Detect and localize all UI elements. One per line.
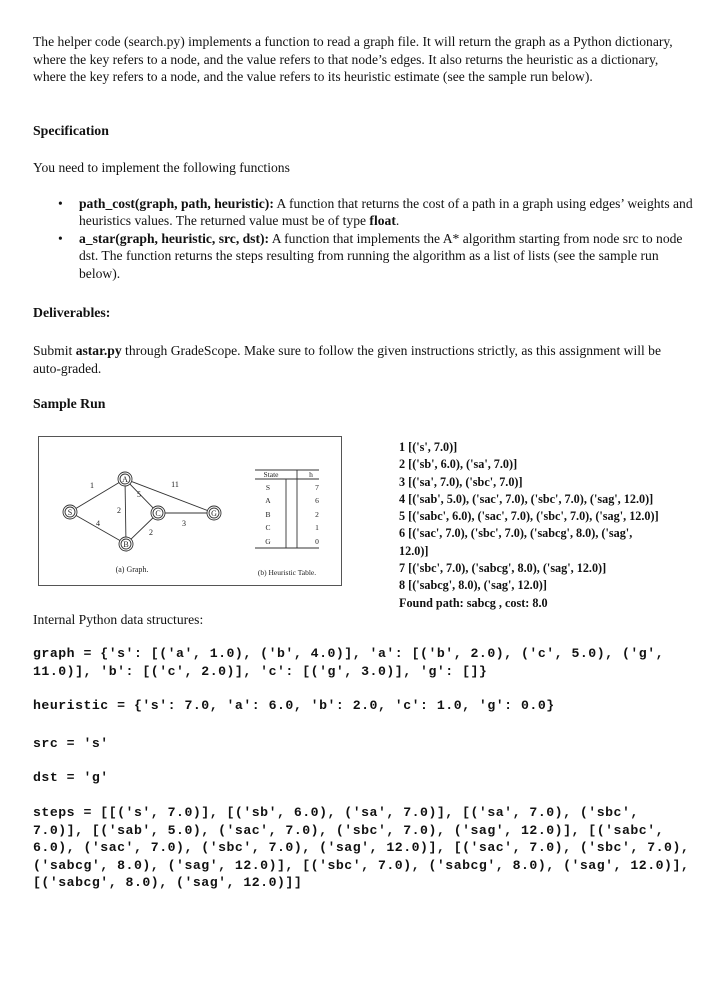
edge-s-b [70, 512, 126, 544]
edge-label: 5 [137, 490, 141, 499]
table-cell: 2 [315, 510, 319, 519]
deliverables-heading: Deliverables: [33, 305, 111, 320]
table-header: State [263, 470, 279, 479]
function-description-end: . [395, 213, 400, 229]
table-cell: A [265, 496, 271, 505]
return-type: float [369, 213, 396, 229]
output-line: 4 [('sab', 5.0), ('sac', 7.0), ('sbc', 7.0), ('sag', 12.0)] [399, 491, 654, 506]
intro-paragraph: The helper code (search.py) implements a function to read a graph file. It will return the graph as a Python dictionary, where the key refers to a node, and the value refers to that node’s edges. It also returns the heuristic as a dictionary, where the key refers to a node, and the value refers to its heuristic estimate (see the sample run below). [33, 34, 673, 85]
node-label: A [122, 475, 128, 484]
bullet-icon: • [58, 230, 63, 246]
output-line: 12.0)] [399, 543, 429, 558]
code-src: src = 's' [33, 736, 109, 751]
specification-lead: You need to implement the following functions [33, 160, 290, 175]
function-item-a-star [33, 230, 693, 282]
code-dst: dst = 'g' [33, 770, 109, 785]
table-cell: C [265, 523, 271, 532]
edge-label: 2 [117, 506, 121, 515]
table-cell: 1 [315, 523, 319, 532]
edge-label: 3 [182, 519, 186, 528]
node-label: S [67, 508, 73, 517]
edge-a-b [125, 479, 126, 544]
internal-structures-label: Internal Python data structures: [33, 612, 204, 627]
table-cell: S [265, 483, 271, 492]
node-label: C [155, 509, 161, 518]
code-steps: steps = [[('s', 7.0)], [('sb', 6.0), ('sa', 7.0)], [('sa', 7.0), ('sbc', 7.0)], [('sab', 5.0), ('sac', 7.0), ('sbc', 7.0), ('sag', 12.0)], [('sabc', 6.0), ('sac', 7.0), ('sbc', 7.0), ('sag', 12.0)], [('sac', 7.0), ('sbc', 7.0), ('sabcg', 8.0), ('sag', 12.0)], [('sbc', 7.0), ('sabcg', 8.0), ('sag', 12.0)], [('sabcg', 8.0), ('sag', 12.0)]] [33, 805, 698, 890]
output-line: 6 [('sac', 7.0), ('sbc', 7.0), ('sabcg', 8.0), ('sag', [399, 526, 633, 541]
function-list [33, 195, 693, 282]
deliverables-text: Submit [33, 343, 76, 358]
function-description: A function that returns the cost of a path in a graph using edges’ weights and heuristics values. The returned value must be of type [79, 196, 693, 229]
function-item-path-cost [33, 195, 693, 230]
edge-label: 11 [171, 480, 179, 489]
table-cell: 7 [315, 483, 319, 492]
function-signature: path_cost(graph, path, heuristic): [79, 196, 274, 211]
bullet-icon: • [58, 196, 63, 211]
output-line: 3 [('sa', 7.0), ('sbc', 7.0)] [399, 474, 523, 489]
output-line: 2 [('sb', 6.0), ('sa', 7.0)] [399, 457, 518, 472]
function-description: A function that implements the A* algorithm starting from node src to node dst. The function returns the steps resulting from running the algorithm as a list of lists (see the sample run below). [79, 230, 683, 281]
table-caption: (b) Heuristic Table. [257, 568, 317, 577]
table-cell: G [265, 537, 271, 546]
graph-caption: (a) Graph. [115, 565, 149, 574]
edge-label: 1 [90, 481, 94, 490]
graph-figure-drawing [39, 437, 341, 585]
table-cell: 6 [315, 496, 319, 505]
edge-label: 4 [96, 519, 100, 528]
code-heuristic: heuristic = {'s': 7.0, 'a': 6.0, 'b': 2.0, 'c': 1.0, 'g': 0.0} [33, 698, 555, 713]
specification-heading: Specification [33, 123, 109, 138]
code-graph: graph = {'s': [('a', 1.0), ('b', 4.0)], 'a': [('b', 2.0), ('c', 5.0), ('g', 11.0)], 'b': [('c', 2.0)], 'c': [('g', 3.0)], 'g': []} [33, 646, 673, 679]
output-line: 5 [('sabc', 6.0), ('sac', 7.0), ('sbc', 7.0), ('sag', 12.0)] [399, 509, 659, 524]
table-cell: 0 [315, 537, 319, 546]
output-found-path: Found path: sabcg , cost: 8.0 [399, 595, 548, 610]
output-line: 7 [('sbc', 7.0), ('sabcg', 8.0), ('sag', 12.0)] [399, 561, 607, 576]
deliverables-file: astar.py [75, 343, 122, 358]
output-line: 1 [('s', 7.0)] [399, 440, 458, 454]
table-header: h [309, 470, 313, 479]
node-label: G [211, 509, 217, 518]
table-cell: B [265, 510, 271, 519]
output-line: 8 [('sabcg', 8.0), ('sag', 12.0)] [399, 578, 547, 593]
function-signature: a_star(graph, heuristic, src, dst): [79, 230, 270, 246]
deliverables-text-end: through GradeScope. Make sure to follow the given instructions strictly, as this assignment will be auto-graded. [33, 343, 662, 376]
deliverables-paragraph [33, 342, 673, 377]
graph-figure [38, 436, 342, 586]
node-label: B [123, 540, 129, 549]
sample-run-heading: Sample Run [33, 396, 106, 411]
sample-output [399, 439, 699, 612]
edge-label: 2 [149, 528, 153, 537]
